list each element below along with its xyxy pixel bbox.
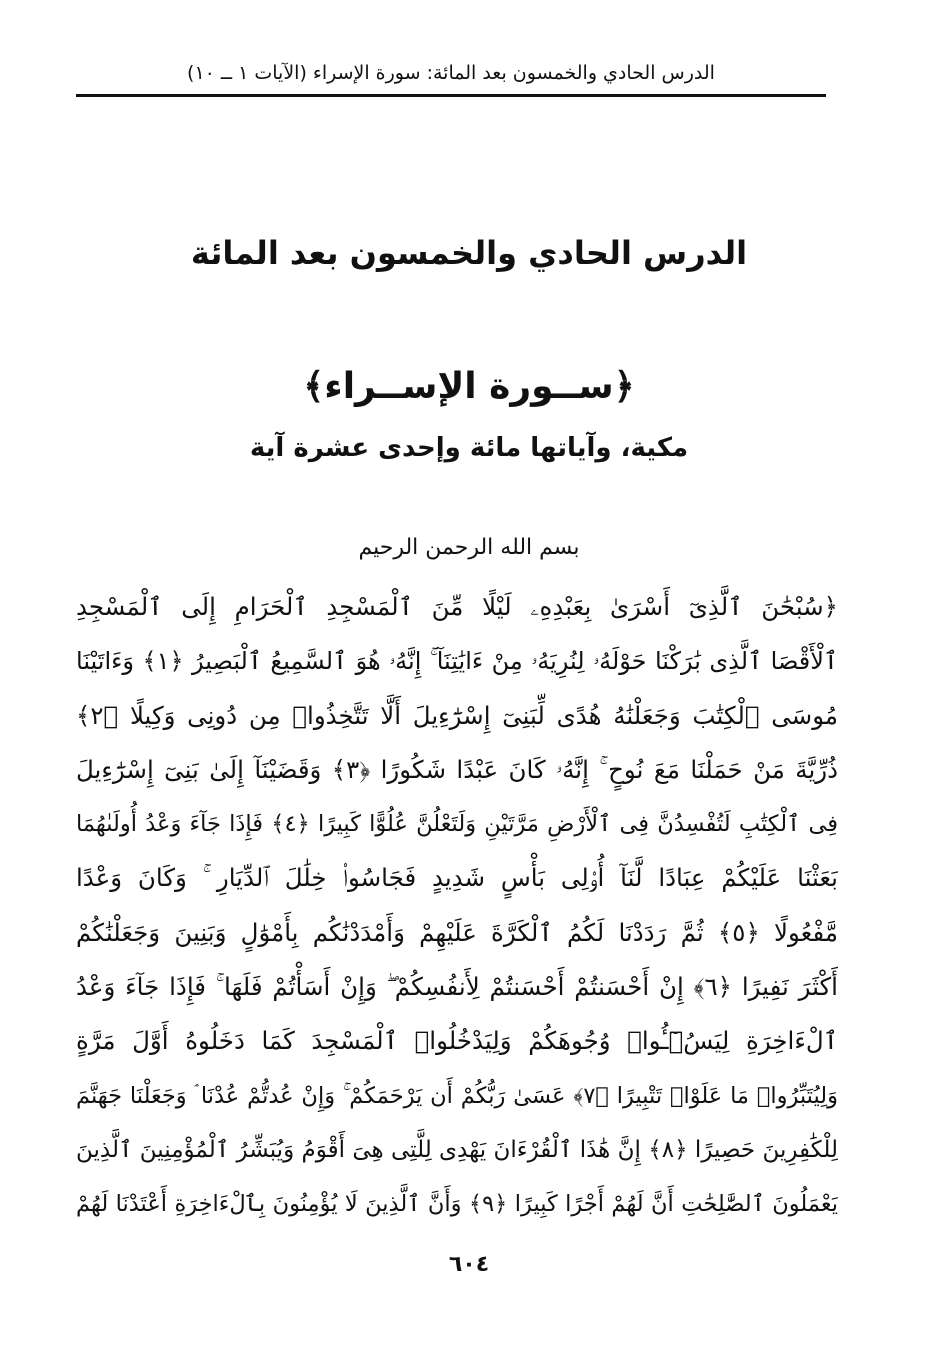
page-number: ٦٠٤: [448, 1252, 490, 1277]
verse-line: بَعَثْنَا عَلَيْكُمْ عِبَادًا لَّنَآ أُو۟لِى بَأْسٍ شَدِيدٍ فَجَاسُوا۟ خِلَٰلَ ٱلدِّيَارِ ۚ وَكَانَ وَعْدًا: [76, 863, 838, 893]
verse-line: فِى ٱلْكِتَٰبِ لَتُفْسِدُنَّ فِى ٱلْأَرْضِ مَرَّتَيْنِ وَلَتَعْلُنَّ عُلُوًّا كَبِيرًا ﴿٤﴾ فَإِذَا جَآءَ وَعْدُ أُولَىٰهُمَا: [76, 811, 838, 838]
surah-info: مكية، وآياتها مائة وإحدى عشرة آية: [249, 433, 689, 463]
verse-line: ﴿سُبْحَٰنَ ٱلَّذِىٓ أَسْرَىٰ بِعَبْدِهِۦ لَيْلًا مِّنَ ٱلْمَسْجِدِ ٱلْحَرَامِ إِلَى ٱلْمَسْجِدِ: [76, 592, 838, 621]
verse-line: يَعْمَلُونَ ٱلصَّٰلِحَٰتِ أَنَّ لَهُمْ أَجْرًا كَبِيرًا ﴿٩﴾ وَأَنَّ ٱلَّذِينَ لَا يُؤْمِنُونَ بِٱلْءَاخِرَةِ أَعْتَدْنَا لَهُمْ: [76, 1191, 838, 1218]
quran-verses: [76, 580, 838, 1232]
running-header: الدرس الحادي والخمسون بعد المائة: سورة الإسراء (الآيات ١ ــ ١٠): [187, 62, 715, 84]
verse-line: مَّفْعُولًا ﴿٥﴾ ثُمَّ رَدَدْنَا لَكُمُ ٱلْكَرَّةَ عَلَيْهِمْ وَأَمْدَدْنَٰكُم بِأَمْوَٰلٍ وَبَنِينَ وَجَعَلْنَٰكُمْ: [76, 917, 838, 947]
verse-line: وَلِيُتَبِّرُوا۟ مَا عَلَوْا۟ تَتْبِيرًا ﴿٧﴾ عَسَىٰ رَبُّكُمْ أَن يَرْحَمَكُمْ ۚ وَإِنْ عُدتُّمْ عُدْنَا ۘ وَجَعَلْنَا جَهَنَّمَ: [76, 1082, 838, 1109]
basmala: بسم الله الرحمن الرحيم: [358, 535, 580, 560]
verse-line: أَكْثَرَ نَفِيرًا ﴿٦﴾ إِنْ أَحْسَنتُمْ أَحْسَنتُمْ لِأَنفُسِكُمْ ۖ وَإِنْ أَسَأْتُمْ فَلَهَا ۚ فَإِذَا جَآءَ وَعْدُ: [76, 972, 838, 1002]
surah-name: ﴿ســورة الإســراء﴾: [303, 366, 635, 407]
verse-line: ٱلْأَقْصَا ٱلَّذِى بَٰرَكْنَا حَوْلَهُۥ لِنُرِيَهُۥ مِنْ ءَايَٰتِنَآ ۚ إِنَّهُۥ هُوَ ٱلسَّمِيعُ ٱلْبَصِيرُ ﴿١﴾ وَءَاتَيْنَا: [76, 647, 838, 676]
lesson-title: الدرس الحادي والخمسون بعد المائة: [190, 234, 748, 272]
verse-line: مُوسَى ٱلْكِتَٰبَ وَجَعَلْنَٰهُ هُدًى لِّبَنِىٓ إِسْرَٰٓءِيلَ أَلَّا تَتَّخِذُوا۟ مِن دُونِى وَكِيلًا ﴿٢﴾: [76, 700, 838, 730]
verse-line: ٱلْءَاخِرَةِ لِيَسُۥٓـُٔوا۟ وُجُوهَكُمْ وَلِيَدْخُلُوا۟ ٱلْمَسْجِدَ كَمَا دَخَلُوهُ أَوَّلَ مَرَّةٍ: [76, 1026, 838, 1056]
verse-line: لِلْكَٰفِرِينَ حَصِيرًا ﴿٨﴾ إِنَّ هَٰذَا ٱلْقُرْءَانَ يَهْدِى لِلَّتِى هِىَ أَقْوَمُ وَيُبَشِّرُ ٱلْمُؤْمِنِينَ ٱلَّذِينَ: [76, 1136, 838, 1163]
header-divider: [76, 94, 826, 97]
verse-line: ذُرِّيَّةَ مَنْ حَمَلْنَا مَعَ نُوحٍ ۚ إِنَّهُۥ كَانَ عَبْدًا شَكُورًا ﴿٣﴾ وَقَضَيْنَآ إِلَىٰ بَنِىٓ إِسْرَٰٓءِيلَ: [76, 754, 838, 784]
